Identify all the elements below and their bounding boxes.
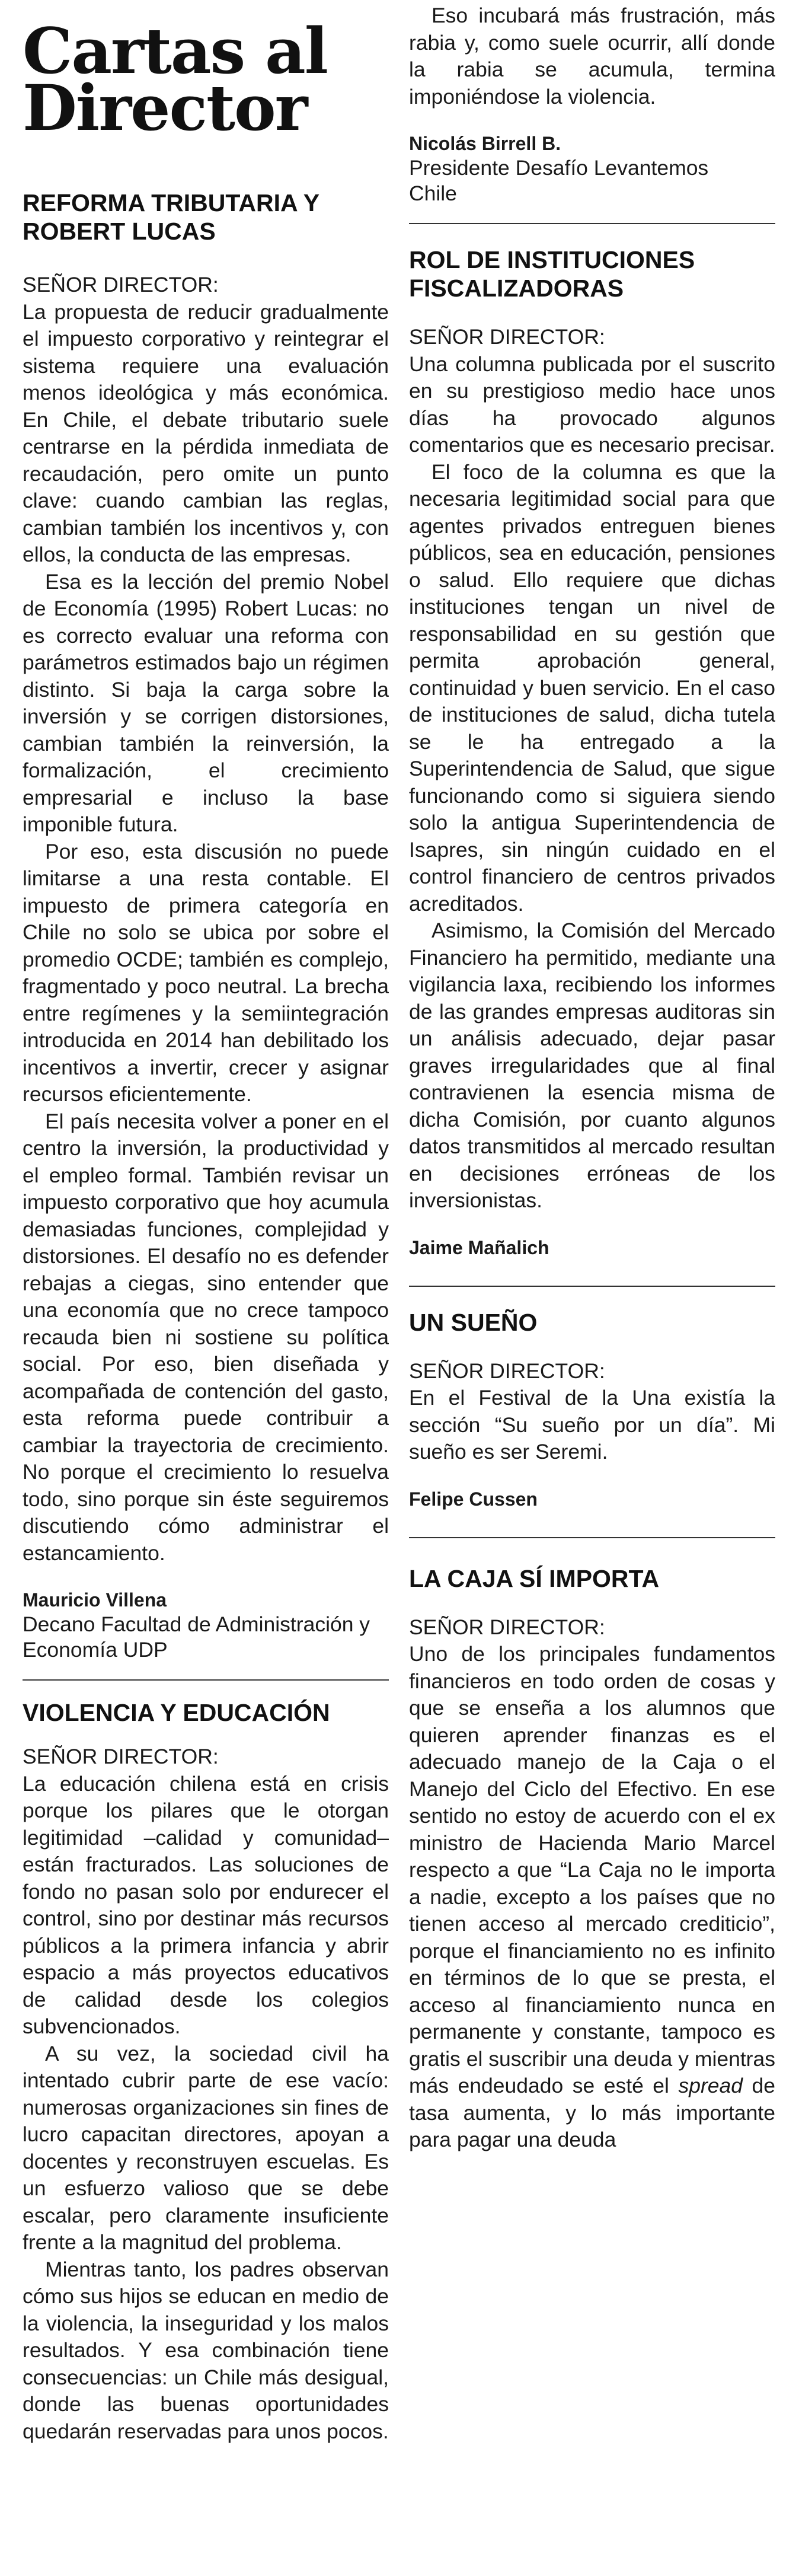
page-title <box>23 14 389 145</box>
paragraph-text: de tasa aumenta, y lo más importante para pagar una deuda <box>409 2074 775 2151</box>
letter-heading <box>23 189 389 246</box>
letter-paragraph: La educación chilena está en crisis porque los pilares que le otorgan legitimidad –calidad y comunidad– están fracturados. Las soluciones de fondo no pasan solo por endurecer el control, sino por destinar más recursos públicos a la primera infancia y abrir espacio a más proyectos educativos de calidad desde los colegios subvencionados. <box>23 1771 389 2038</box>
salutation: SEÑOR DIRECTOR: <box>409 325 605 349</box>
letter-violencia-continuation <box>409 2 775 206</box>
letter-heading: UN SUEÑO <box>409 1308 538 1336</box>
letter-paragraph: En el Festival de la Una existía la sección “Su sueño por un día”. Mi sueño es ser Seremi. <box>409 1386 775 1464</box>
letter-rol-instituciones <box>409 246 775 1260</box>
letter-paragraph: Mientras tanto, los padres observan cómo sus hijos se educan en medio de la violencia, la inseguridad y los malos resultados. Y esa combinación tiene consecuencias: un Chile más desigual, donde las buenas oportunidades quedarán reservadas para unos pocos. <box>23 2257 389 2443</box>
salutation: SEÑOR DIRECTOR: <box>23 1745 219 1768</box>
letter-reforma-tributaria <box>23 189 389 1663</box>
role-line-1: Decano Facultad de Administración y <box>23 1612 370 1636</box>
italic-term: spread <box>678 2074 743 2097</box>
title-line-2: Director <box>23 71 307 145</box>
letter-paragraph: Una columna publicada por el suscrito en su prestigioso medio hace unos días ha provocado algunos comentarios que es necesario precisar. <box>409 352 775 457</box>
role-line-2: Economía UDP <box>23 1638 168 1662</box>
signature: Jaime Mañalich <box>409 1236 549 1258</box>
right-column <box>409 0 775 2154</box>
letter-un-sueno <box>409 1308 775 1511</box>
role-line-2: Chile <box>409 181 457 205</box>
divider <box>409 1286 775 1287</box>
letter-heading: LA CAJA SÍ IMPORTA <box>409 1564 660 1592</box>
signature: Felipe Cussen <box>409 1488 538 1510</box>
letter-paragraph: La propuesta de reducir gradualmente el impuesto corporativo y reintegrar el sistema requiere una evaluación menos ideológica y más económica. En Chile, el debate tributario suele centrarse en la pérdida inmediata de recaudación, pero omite un punto clave: cuando cambian las reglas, cambian también los incentivos y, con ellos, la conducta de las empresas. <box>23 299 389 566</box>
salutation: SEÑOR DIRECTOR: <box>409 1615 605 1639</box>
letter-paragraph <box>409 1641 775 2154</box>
salutation: SEÑOR DIRECTOR: <box>409 1359 605 1383</box>
heading-line-1: REFORMA TRIBUTARIA Y <box>23 189 320 216</box>
signature: Mauricio Villena <box>23 1589 167 1611</box>
letter-paragraph: Asimismo, la Comisión del Mercado Financiero ha permitido, mediante una vigilancia laxa, recibiendo los informes de las grandes empresas auditoras sin un análisis adecuado, dejar pasar graves irregularidades que al final contravienen la esencia misma de dicha Comisión, por cuanto algunos datos transmitidos al mercado resultan en decisiones erróneas de los inversionistas. <box>409 919 775 1212</box>
letter-paragraph: Eso incubará más frustración, más rabia y, como suele ocurrir, allí donde la rabia se acumula, termina imponiéndose la violencia. <box>409 4 775 109</box>
signature-role <box>409 155 775 206</box>
divider <box>23 1679 389 1681</box>
letter-paragraph: A su vez, la sociedad civil ha intentado cubrir parte de ese vacío: numerosas organizaciones sin fines de lucro capacitan directores, apoyan a docentes y reconstruyen escuelas. Es un esfuerzo valioso que se debe escalar, pero claramente insuficiente frente a la magnitud del problema. <box>23 2041 389 2254</box>
letter-violencia-educacion <box>23 1698 389 2445</box>
divider <box>409 223 775 224</box>
paragraph-text: Uno de los principales fundamentos financieros en todo orden de cosas y que se enseña a los alumnos que quieren aprender finanzas es el adecuado manejo de la Caja o el Manejo del Ciclo del Efectivo. En ese sentido no estoy de acuerdo con el ex ministro de Hacienda Mario Marcel respecto a que “La Caja no le importa a nadie, excepto a los países que no tienen acceso al mercado crediticio”, porque el financiamiento no es infinito en términos de lo que se presta, el acceso al financiamiento nunca en permanente y constante, tampoco es gratis el suscribir una deuda y mientras más endeudado se esté el <box>409 1642 775 2097</box>
letter-la-caja <box>409 1564 775 2154</box>
heading-line-1: ROL DE INSTITUCIONES <box>409 246 695 273</box>
letter-paragraph: Esa es la lección del premio Nobel de Economía (1995) Robert Lucas: no es correcto evaluar una reforma con parámetros estimados bajo un régimen distinto. Si baja la carga sobre la inversión y se corrigen distorsiones, cambian también la reinversión, la formalización, el crecimiento empresarial e incluso la base imponible futura. <box>23 569 389 836</box>
signature-role <box>23 1612 389 1663</box>
title-line-1: Cartas al <box>23 14 328 88</box>
left-column <box>23 0 389 2445</box>
letter-paragraph: El foco de la columna es que la necesaria legitimidad social para que agentes privados entreguen bienes públicos, sea en educación, pensiones o salud. Ello requiere que dichas instituciones tengan un nivel de responsabilidad en su gestión que permita aprobación general, continuidad y buen servicio. En el caso de instituciones de salud, dicha tutela se le ha entregado a la Superintendencia de Salud, que sigue funcionando como si siguiera siendo solo la antigua Superintendencia de Isapres, sin ningún cuidado en el control financiero de centros privados acreditados. <box>409 460 775 916</box>
signature: Nicolás Birrell B. <box>409 133 561 154</box>
salutation: SEÑOR DIRECTOR: <box>23 273 219 297</box>
divider <box>409 1537 775 1538</box>
letter-paragraph: Por eso, esta discusión no puede limitarse a una resta contable. El impuesto de primera categoría en Chile no solo se ubica por sobre el promedio OCDE; también es complejo, fragmentado y poco neutral. La brecha entre regímenes y la semiintegración introducida en 2014 han debilitado los incentivos a invertir, crecer y asignar recursos eficientemente. <box>23 839 389 1106</box>
role-line-1: Presidente Desafío Levantemos <box>409 156 709 180</box>
letter-heading <box>409 246 775 302</box>
heading-line-2: ROBERT LUCAS <box>23 218 216 245</box>
heading-line-2: FISCALIZADORAS <box>409 275 624 302</box>
letter-paragraph: El país necesita volver a poner en el centro la inversión, la productividad y el empleo formal. También revisar un impuesto corporativo que hoy acumula demasiadas funciones, complejidad y distorsiones. El desafío no es defender rebajas a ciegas, sino entender que una economía que no crece tampoco recauda bien ni sostiene su política social. Por eso, bien diseñada y acompañada de contención del gasto, esta reforma puede contribuir a cambiar la trayectoria de crecimiento. No porque el crecimiento lo resuelva todo, sino porque sin éste seguiremos discutiendo cómo administrar el estancamiento. <box>23 1109 389 1565</box>
letter-heading: VIOLENCIA Y EDUCACIÓN <box>23 1699 330 1726</box>
